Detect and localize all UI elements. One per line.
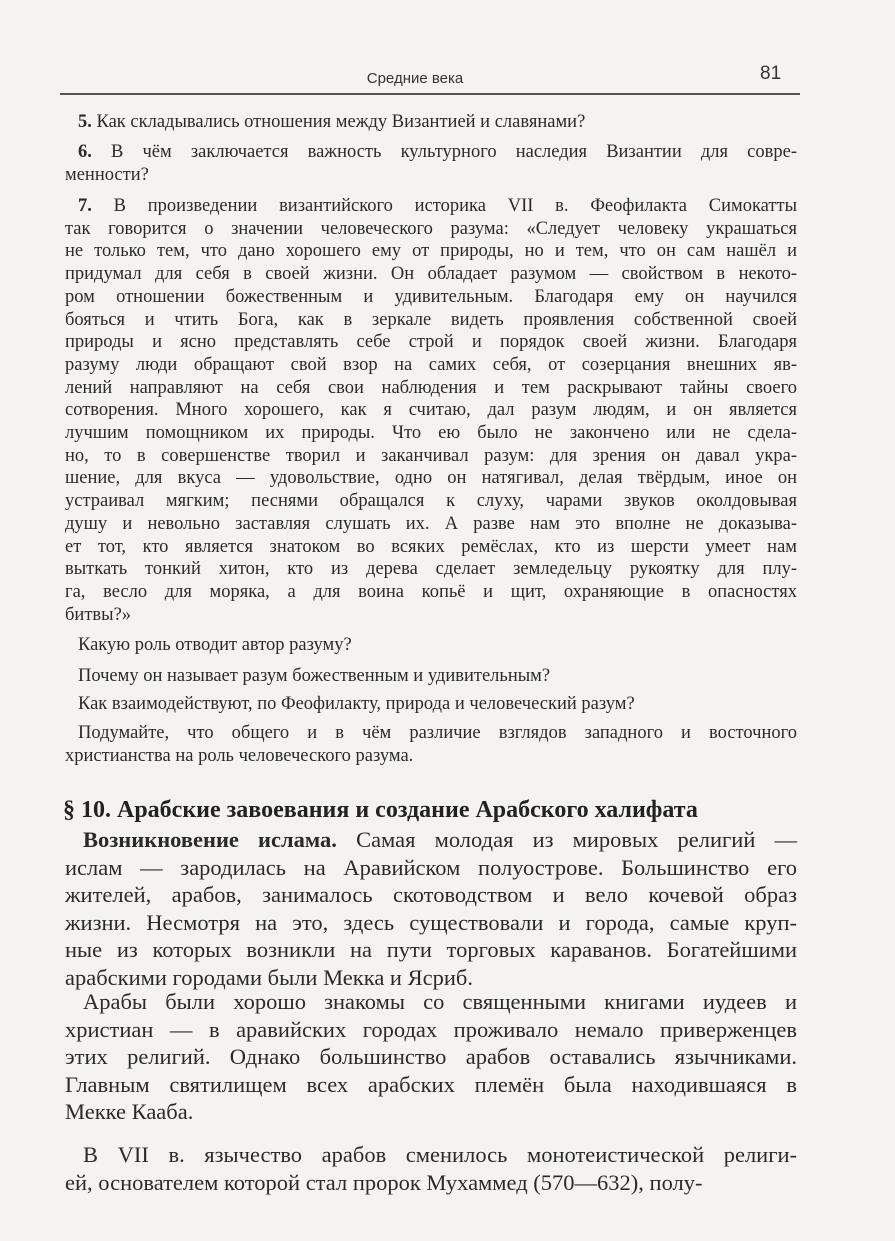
page-number: 81 bbox=[760, 63, 782, 84]
text-line bbox=[83, 1143, 797, 1167]
line-text: разуму люди обращают свой взор на самих себя, от созерцания внешних яв- bbox=[65, 354, 797, 375]
line-text: так говорится о значении человеческого разума: «Следует человеку украшаться bbox=[65, 218, 797, 239]
section-heading: § 10. Арабские завоевания и создание Арабского халифата bbox=[63, 797, 698, 823]
text-line bbox=[65, 377, 797, 399]
text-line bbox=[83, 828, 797, 852]
text-line bbox=[78, 111, 797, 133]
text-line bbox=[65, 938, 797, 962]
text-line bbox=[83, 990, 797, 1014]
text-line bbox=[78, 141, 797, 163]
line-text: ей, основателем которой стал пророк Мухаммед (570—632), полу- bbox=[65, 1169, 703, 1195]
paragraph-lead: 5. bbox=[78, 112, 92, 132]
text-line bbox=[78, 195, 797, 217]
text-line bbox=[65, 445, 797, 467]
line-text: душу и невольно заставляя слушать их. А разве нам это вполне не доказыва- bbox=[65, 513, 797, 534]
line-text: ные из которых возникли на пути торговых караванов. Богатейшими bbox=[65, 937, 797, 962]
line-text: лучшим помощником их природы. Что ею было не закончено или не сдела- bbox=[65, 423, 797, 443]
text-line bbox=[65, 263, 797, 285]
text-line bbox=[65, 911, 797, 935]
text-line bbox=[65, 1073, 797, 1097]
text-line bbox=[65, 1171, 797, 1195]
line-text: но, то в совершенстве творил и заканчивал разум: для зрения он давал укра- bbox=[65, 445, 797, 466]
line-text: В произведении византийского историка VII в. Феофилакта Симокатты bbox=[113, 196, 798, 216]
line-text: ет тот, кто является знатоком во всяких ремёслах, кто из шерсти умеет нам bbox=[65, 536, 797, 557]
text-line bbox=[65, 966, 797, 990]
line-text: лений направляют на себя свои наблюдения и тем раскрывают тайны своего bbox=[65, 377, 797, 398]
text-line bbox=[65, 883, 797, 907]
line-text: выткать тонкий хитон, кто из дерева сделает земледельцу рукоятку для плу- bbox=[65, 559, 797, 580]
paragraph-lead: 7. bbox=[78, 196, 92, 216]
line-text: Арабы были хорошо знакомы со священными книгами иудеев и bbox=[83, 989, 797, 1014]
line-text: устраивал мягким; песнями обращался к слуху, чарами звуков околдовывая bbox=[65, 491, 797, 512]
paragraph-lead: Возникновение ислама. bbox=[83, 827, 337, 852]
line-text: битвы?» bbox=[65, 604, 132, 625]
line-text: природы и ясно представлять себе строй и порядок своей жизни. Благодаря bbox=[65, 332, 797, 353]
text-line bbox=[65, 1045, 797, 1069]
text-line bbox=[65, 467, 797, 489]
text-line bbox=[78, 634, 797, 656]
line-text: га, весло для моряка, а для воина копьё и щит, охраняющие в опасностях bbox=[65, 581, 797, 602]
line-text: Мекке Кааба. bbox=[65, 1099, 194, 1124]
text-line bbox=[78, 722, 797, 744]
text-line bbox=[65, 856, 797, 880]
line-text: В VII в. язычество арабов сменилось монотеистической религи- bbox=[83, 1142, 797, 1167]
text-line bbox=[65, 164, 797, 186]
running-title: Средние века bbox=[366, 70, 464, 87]
header-rule bbox=[60, 93, 800, 95]
text-line bbox=[65, 286, 797, 308]
line-text: менности? bbox=[65, 164, 149, 185]
text-line bbox=[65, 422, 797, 444]
text-line bbox=[78, 665, 797, 687]
line-text: В чём заключается важность культурного наследия Византии для совре- bbox=[111, 142, 797, 162]
text-line bbox=[65, 513, 797, 535]
text-line bbox=[65, 745, 797, 767]
line-text: жителей, арабов, занималось скотоводством и вело кочевой образ bbox=[65, 882, 797, 907]
text-line bbox=[78, 693, 797, 715]
line-text: Как складывались отношения между Византией и славянами? bbox=[96, 112, 586, 132]
line-text: ром отношении божественным и удивительным. Благодаря ему он научился bbox=[65, 286, 797, 307]
line-text: шение, для вкуса — удовольствие, одно он натягивал, делая твёрдым, иное он bbox=[65, 468, 797, 489]
text-line bbox=[65, 354, 797, 376]
text-line bbox=[65, 558, 797, 580]
text-line bbox=[65, 490, 797, 512]
line-text: бояться и чтить Бога, как в зеркале видеть проявления собственной своей bbox=[65, 309, 797, 330]
line-text: ислам — зародилась на Аравийском полуострове. Большинство его bbox=[65, 854, 797, 880]
text-line bbox=[65, 309, 797, 331]
line-text: Подумайте, что общего и в чём различие взглядов западного и восточного bbox=[78, 723, 797, 743]
text-line bbox=[65, 581, 797, 603]
text-line bbox=[65, 536, 797, 558]
line-text: не только тем, что дано хорошего ему от природы, но и тем, что он сам нашёл и bbox=[65, 241, 797, 262]
line-text: Почему он называет разум божественным и удивительным? bbox=[78, 666, 551, 686]
line-text: христианства на роль человеческого разума. bbox=[65, 745, 414, 766]
line-text: этих религий. Однако большинство арабов оставались язычниками. bbox=[65, 1044, 797, 1069]
line-text: жизни. Несмотря на это, здесь существовали и города, самые круп- bbox=[65, 909, 797, 935]
line-text: Какую роль отводит автор разуму? bbox=[78, 635, 352, 655]
paragraph-lead: 6. bbox=[78, 142, 92, 162]
text-line bbox=[65, 218, 797, 240]
line-text: сотворения. Много хорошего, как я считаю, дал разум людям, и он является bbox=[65, 400, 797, 421]
line-text: Как взаимодействуют, по Феофилакту, природа и человеческий разум? bbox=[78, 694, 635, 714]
line-text: христиан — в аравийских городах проживало немало приверженцев bbox=[65, 1016, 797, 1042]
text-line bbox=[65, 604, 797, 626]
text-line bbox=[65, 1100, 797, 1124]
text-line bbox=[65, 240, 797, 262]
text-line bbox=[65, 331, 797, 353]
line-text: Самая молодая из мировых религий — bbox=[356, 827, 797, 852]
line-text: Главным святилищем всех арабских племён была находившаяся в bbox=[65, 1071, 797, 1097]
line-text: арабскими городами были Мекка и Ясриб. bbox=[65, 964, 473, 990]
text-line bbox=[65, 399, 797, 421]
text-line bbox=[65, 1018, 797, 1042]
line-text: придумал для себя в своей жизни. Он обладает разумом — свойством в некото- bbox=[65, 264, 797, 285]
